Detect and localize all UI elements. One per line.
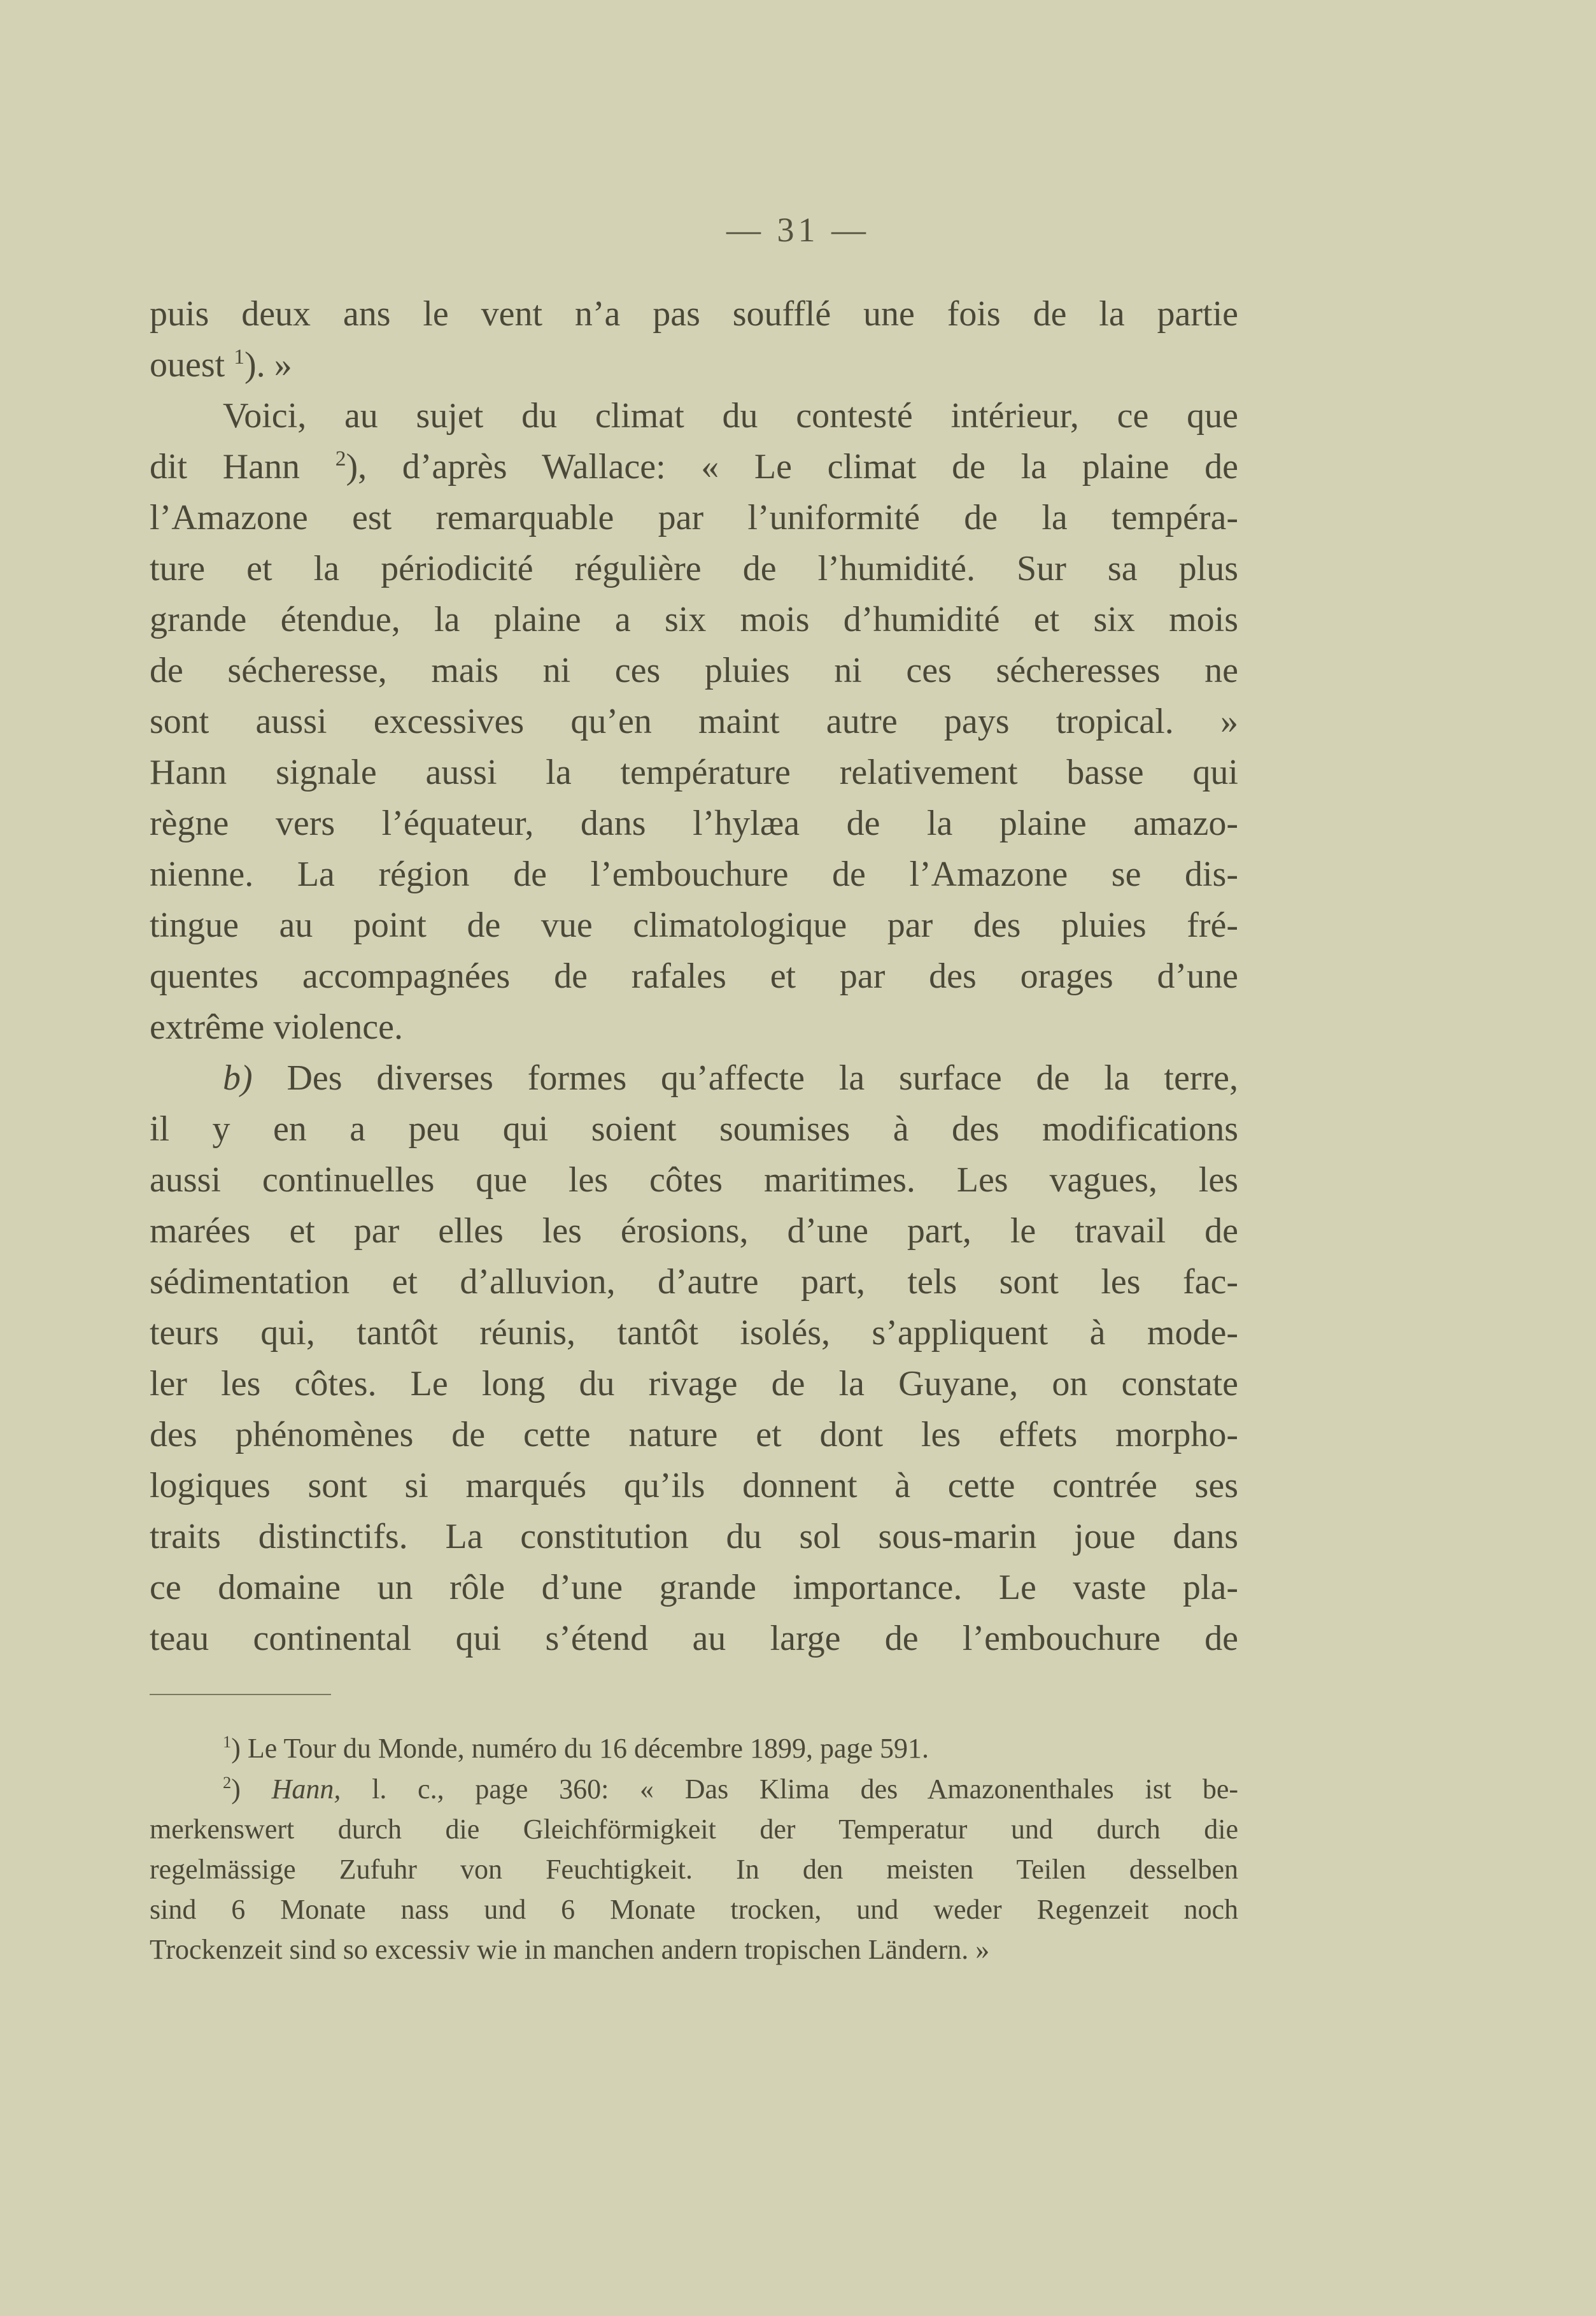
body-line: ture et la périodicité régulière de l’humidité. Sur sa plus [150, 549, 1238, 588]
body-line: des phénomènes de cette nature et dont les effets morpho- [150, 1415, 1238, 1454]
body-line: Voici, au sujet du climat du contesté intérieur, ce que [223, 396, 1238, 436]
footnote-mark: 1 [223, 1732, 232, 1752]
body-line: traits distinctifs. La constitution du sol sous-marin joue dans [150, 1517, 1238, 1556]
body-line: grande étendue, la plaine a six mois d’humidité et six mois [150, 600, 1238, 639]
footnote-ref: 1 [234, 345, 245, 369]
body-line: ler les côtes. Le long du rivage de la Guyane, on constate [150, 1364, 1238, 1403]
body-line: dit Hann $^2$), d’après Wallace: « Le climat de la plaine de [150, 446, 1239, 487]
page-number: — 31 — [726, 211, 870, 249]
body-line: Hann signale aussi la température relativement basse qui [150, 753, 1238, 792]
body-line: nienne. La région de l’embouchure de l’Amazone se dis- [150, 855, 1238, 894]
footnote-line: Trockenzeit sind so excessiv wie in manchen andern tropischen Ländern. » [150, 1934, 990, 1965]
body-line: teurs qui, tantôt réunis, tantôt isolés, s’appliquent à mode- [150, 1313, 1238, 1353]
body-line: teau continental qui s’étend au large de l’embouchure de [150, 1619, 1238, 1658]
footnote-2: $^2$) Hann, l. c., page 360: « Das Klima des Amazonenthales ist be- [223, 1773, 1239, 1805]
footnote-ref: 2 [335, 446, 346, 471]
body-line: il y en a peu qui soient soumises à des modifications [150, 1109, 1238, 1149]
body-line: sont aussi excessives qu’en maint autre pays tropical. » [150, 702, 1238, 741]
footnote-line: merkenswert durch die Gleichförmigkeit der Temperatur und durch die [150, 1814, 1238, 1845]
body-line: tingue au point de vue climatologique par des pluies fré- [150, 906, 1238, 945]
body-line: quentes accompagnées de rafales et par des orages d’une [150, 956, 1238, 996]
body-line: sédimentation et d’alluvion, d’autre part, tels sont les fac- [150, 1262, 1238, 1302]
footnote-line: sind 6 Monate nass und 6 Monate trocken, und weder Regenzeit noch [150, 1894, 1238, 1925]
footnote-1: $^1$) Le Tour du Monde, numéro du 16 décembre 1899, page 591. [223, 1732, 929, 1764]
section-label: b) [223, 1058, 253, 1098]
body-line: extrême violence. [150, 1007, 404, 1047]
body-line: ce domaine un rôle d’une grande importance. Le vaste pla- [150, 1568, 1238, 1607]
body-line: logiques sont si marqués qu’ils donnent à cette contrée ses [150, 1466, 1238, 1505]
body-line: aussi continuelles que les côtes maritimes. Les vagues, les [150, 1160, 1238, 1200]
body-line: règne vers l’équateur, dans l’hylæa de la plaine amazo- [150, 804, 1238, 843]
body-line: marées et par elles les érosions, d’une part, le travail de [150, 1211, 1238, 1251]
body-line: de sécheresse, mais ni ces pluies ni ces sécheresses ne [150, 651, 1238, 690]
footnote-author: Hann, [271, 1773, 341, 1805]
body-line: b) Des diverses formes qu’affecte la surface de la terre, [223, 1058, 1238, 1098]
footnote-divider [150, 1694, 331, 1695]
footnote-mark: 2 [223, 1773, 232, 1793]
body-line: ouest $^1$). » [150, 345, 292, 385]
body-line: l’Amazone est remarquable par l’uniformité de la tempéra- [150, 498, 1238, 537]
body-line: puis deux ans le vent n’a pas soufflé une fois de la partie [150, 294, 1238, 334]
footnote-line: regelmässige Zufuhr von Feuchtigkeit. In den meisten Teilen desselben [150, 1854, 1238, 1885]
